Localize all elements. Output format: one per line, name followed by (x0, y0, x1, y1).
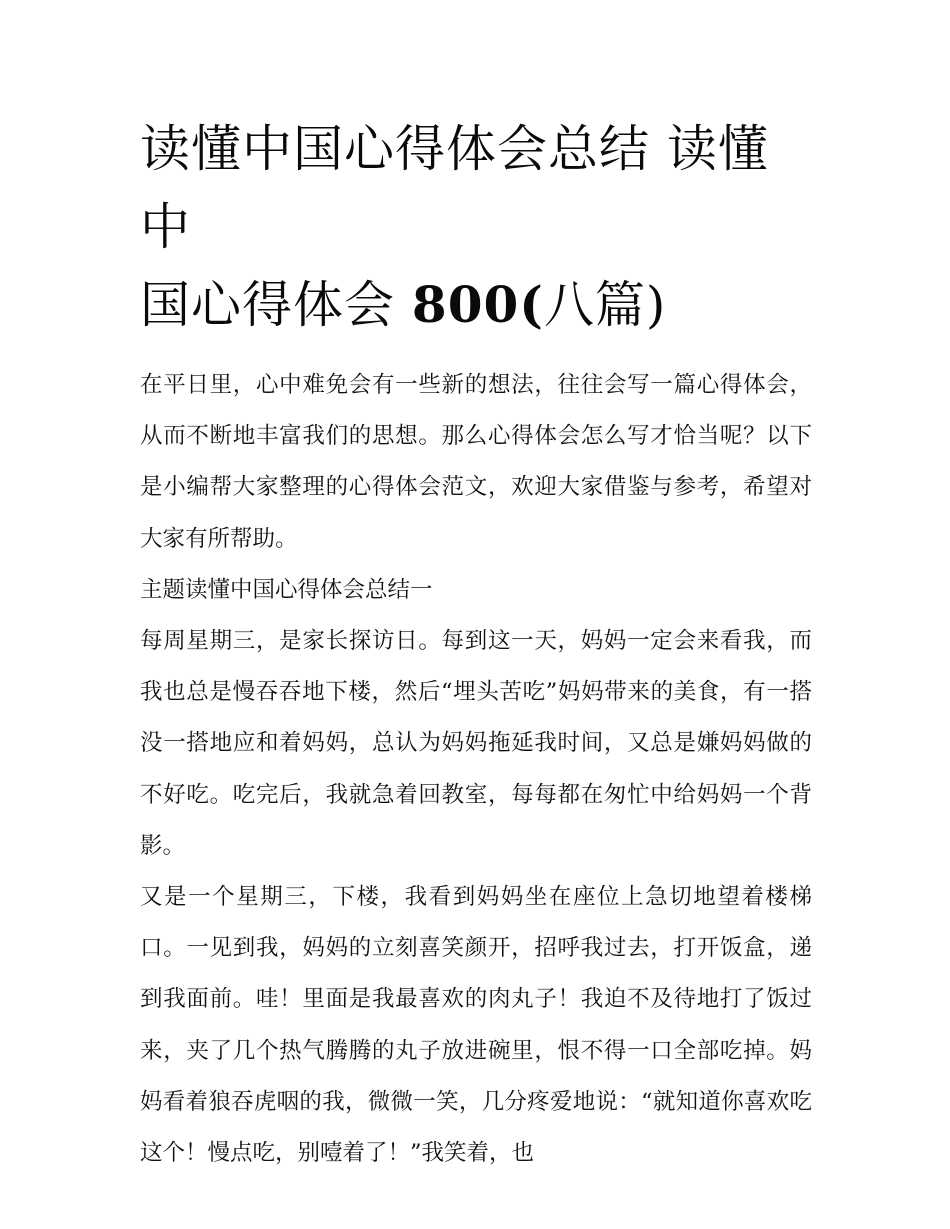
document-body (140, 360, 812, 1179)
title-line-2 (140, 266, 812, 344)
title-line-2-prefix: 国心得体会 (140, 276, 412, 334)
document-title (140, 110, 812, 344)
intro-paragraph: 在平日里，心中难免会有一些新的想法，往往会写一篇心得体会，从而不断地丰富我们的思想。那么心得体会怎么写才恰当呢？以下是小编帮大家整理的心得体会范文，欢迎大家借鉴与参考，希望对大家有所帮助。 (140, 372, 812, 552)
section-heading: 主题读懂中国心得体会总结一 (140, 576, 433, 603)
document-content (140, 110, 812, 1179)
title-line-1: 读懂中国心得体会总结 读懂中 (140, 120, 769, 256)
body-paragraph-1: 每周星期三，是家长探访日。每到这一天，妈妈一定会来看我，而我也总是慢吞吞地下楼，然后“埋头苦吃”妈妈带来的美食，有一搭没一搭地应和着妈妈，总认为妈妈拖延我时间，又总是嫌妈妈做的不好吃。吃完后，我就急着回教室，每每都在匆忙中给妈妈一个背影。 (140, 628, 812, 859)
title-line-2-number: 800( (411, 275, 544, 334)
title-line-2-suffix: 八篇) (543, 276, 667, 334)
body-paragraph-2: 又是一个星期三，下楼，我看到妈妈坐在座位上急切地望着楼梯口。一见到我，妈妈的立刻喜笑颜开，招呼我过去，打开饭盒，递到我面前。哇！里面是我最喜欢的肉丸子！我迫不及待地打了饭过来，夹了几个热气腾腾的丸子放进碗里，恨不得一口全部吃掉。妈妈看着狼吞虎咽的我，微微一笑，几分疼爱地说：“就知道你喜欢吃这个！慢点吃，别噎着了！”我笑着，也 (140, 884, 812, 1167)
